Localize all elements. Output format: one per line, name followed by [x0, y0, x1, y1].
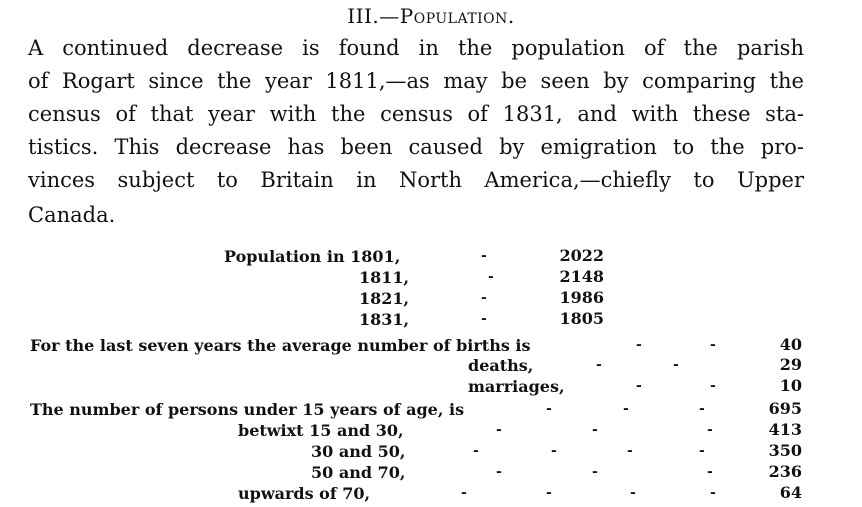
section-title: Population.: [399, 4, 515, 28]
age-row-label: 30 and 50,: [311, 442, 406, 461]
paragraph-line: A continued decrease is found in the population of the parish: [28, 36, 804, 60]
leader-dash: -: [707, 464, 713, 480]
leader-dash: -: [496, 422, 502, 438]
age-row-value: 236: [768, 462, 802, 481]
leader-dash: -: [623, 401, 629, 417]
vital-stats-row-label: deaths,: [468, 356, 534, 375]
paragraph-line: Canada.: [28, 203, 116, 227]
population-row-value: 1805: [559, 309, 604, 328]
leader-dash: -: [496, 464, 502, 480]
paragraph-line: census of that year with the census of 1831, and with these sta-: [28, 102, 804, 126]
population-row-value: 2022: [559, 246, 604, 265]
age-row-label: betwixt 15 and 30,: [238, 421, 404, 440]
leader-dash: -: [592, 422, 598, 438]
paragraph-line: of Rogart since the year 1811,—as may be seen by comparing the: [28, 69, 804, 93]
population-row-label: 1821,: [359, 289, 410, 308]
vital-stats-row-value: 10: [779, 376, 802, 395]
vital-stats-row-label: For the last seven years the average number of births is: [30, 336, 531, 355]
age-row-label: The number of persons under 15 years of age, is: [30, 400, 465, 419]
age-row-label: upwards of 70,: [238, 484, 371, 503]
leader-dash: -: [481, 290, 487, 306]
leader-dash: -: [481, 311, 487, 327]
age-row-label: 50 and 70,: [311, 463, 406, 482]
population-row-value: 2148: [559, 267, 604, 286]
leader-dash: -: [627, 443, 633, 459]
population-row-label: 1811,: [359, 268, 410, 287]
population-row-label: Population in 1801,: [224, 247, 401, 266]
leader-dash: -: [699, 401, 705, 417]
leader-dash: -: [699, 443, 705, 459]
leader-dash: -: [710, 485, 716, 501]
age-row-value: 64: [779, 483, 802, 502]
leader-dash: -: [710, 337, 716, 353]
population-row-label: 1831,: [359, 310, 410, 329]
vital-stats-row-value: 40: [779, 335, 802, 354]
paragraph-line: vinces subject to Britain in North America,—chiefly to Upper: [28, 168, 804, 192]
population-row-value: 1986: [559, 288, 604, 307]
age-row-value: 350: [768, 441, 802, 460]
leader-dash: -: [461, 485, 467, 501]
leader-dash: -: [707, 422, 713, 438]
leader-dash: -: [596, 357, 602, 373]
age-row-value: 695: [768, 399, 802, 418]
vital-stats-row-value: 29: [779, 355, 802, 374]
leader-dash: -: [636, 337, 642, 353]
leader-dash: -: [488, 269, 494, 285]
leader-dash: -: [546, 401, 552, 417]
leader-dash: -: [473, 443, 479, 459]
leader-dash: -: [636, 378, 642, 394]
leader-dash: -: [630, 485, 636, 501]
leader-dash: -: [551, 443, 557, 459]
leader-dash: -: [481, 248, 487, 264]
age-row-value: 413: [768, 420, 802, 439]
leader-dash: -: [546, 485, 552, 501]
leader-dash: -: [710, 378, 716, 394]
leader-dash: -: [592, 464, 598, 480]
vital-stats-row-label: marriages,: [468, 377, 565, 396]
section-number: III.—: [347, 4, 400, 28]
paragraph-line: tistics. This decrease has been caused by emigration to the pro-: [28, 135, 804, 159]
section-heading: [0, 4, 862, 28]
leader-dash: -: [673, 357, 679, 373]
